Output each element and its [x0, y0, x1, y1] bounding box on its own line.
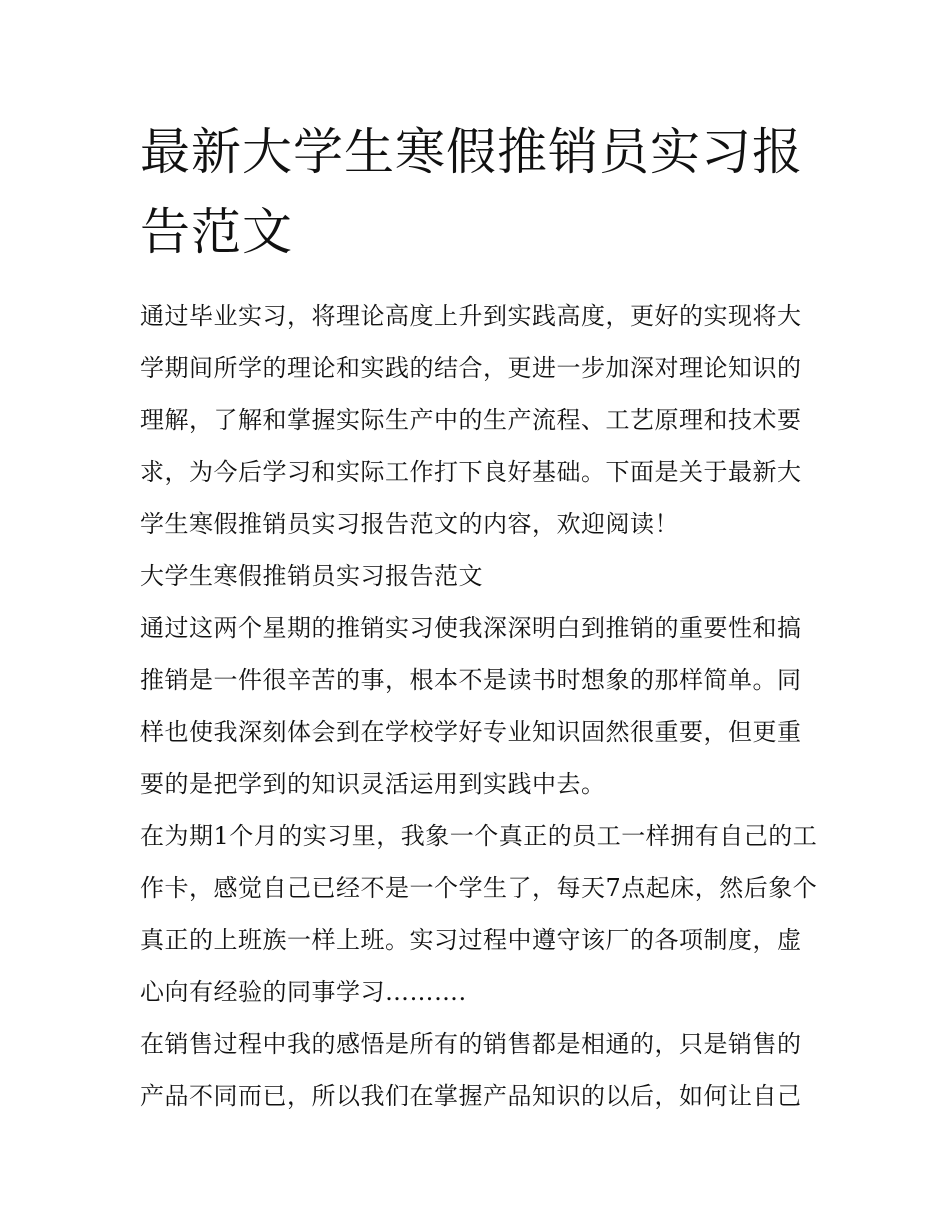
document-title: 最新大学生寒假推销员实习报告范文	[140, 123, 803, 261]
body-paragraph: 在为期1个月的实习里，我象一个真正的员工一样拥有自己的工作卡，感觉自己已经不是一个学生了，每天7点起床，然后象个真正的上班族一样上班。实习过程中遵守该厂的各项制度，虚心向有经验的同事学习……….	[140, 822, 818, 1006]
body-paragraph: 通过这两个星期的推销实习使我深深明白到推销的重要性和搞推销是一件很辛苦的事，根本不是读书时想象的那样简单。同样也使我深刻体会到在学校学好专业知识固然很重要，但更重要的是把学到的知识灵活运用到实践中去。	[140, 614, 802, 798]
body-paragraph: 在销售过程中我的感悟是所有的销售都是相通的，只是销售的产品不同而已，所以我们在掌握产品知识的以后，如何让自己	[140, 1030, 802, 1110]
intro-paragraph: 通过毕业实习，将理论高度上升到实践高度，更好的实现将大学期间所学的理论和实践的结合，更进一步加深对理论知识的理解，了解和掌握实际生产中的生产流程、工艺原理和技术要求，为今后学习和实际工作打下良好基础。下面是关于最新大学生寒假推销员实习报告范文的内容，欢迎阅读！	[140, 302, 802, 538]
section-heading: 大学生寒假推销员实习报告范文	[140, 562, 483, 590]
document-page	[140, 112, 820, 1122]
